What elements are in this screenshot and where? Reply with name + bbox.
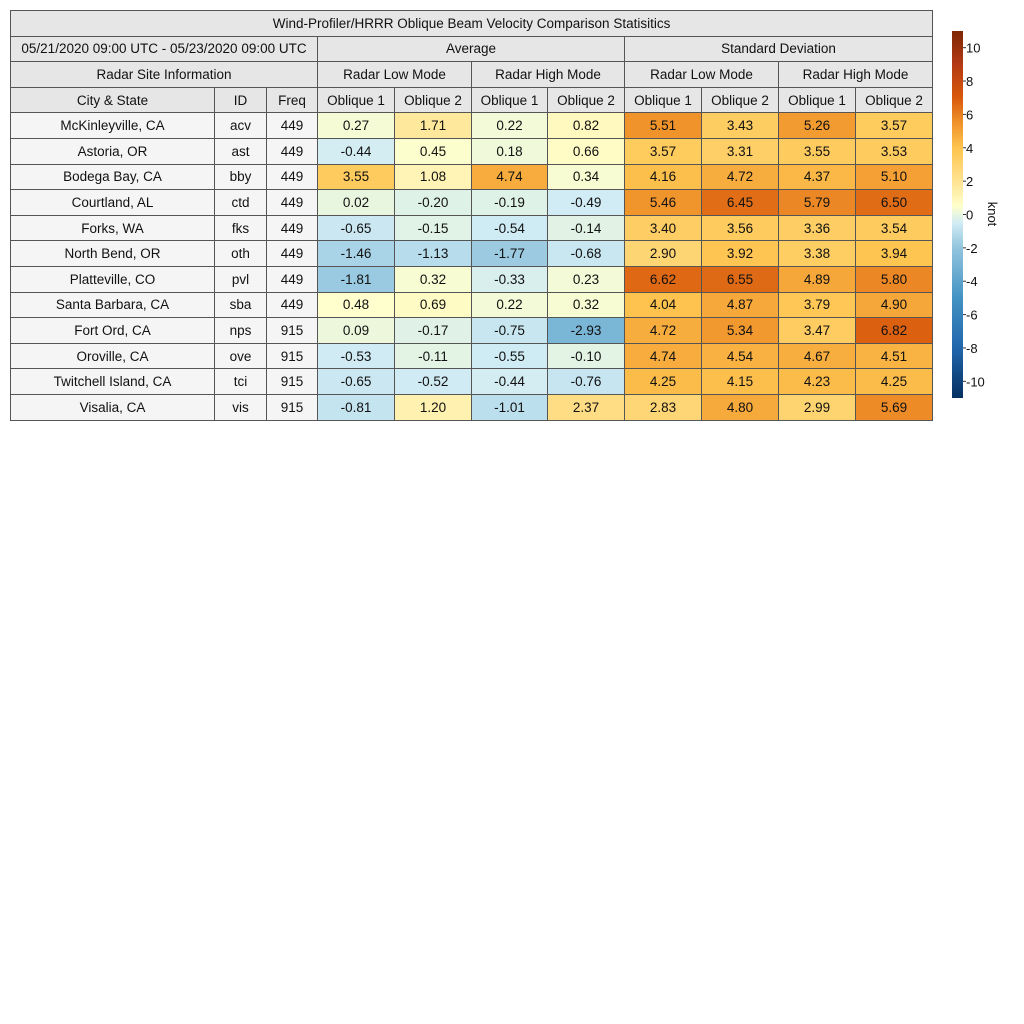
value-cell: -1.46 — [318, 241, 395, 267]
value-cell: -1.81 — [318, 266, 395, 292]
colorbar-gradient — [952, 31, 963, 398]
value-cell: 3.31 — [702, 138, 779, 164]
mode-header-sd-low: Radar Low Mode — [625, 62, 779, 88]
value-cell: 0.09 — [318, 318, 395, 344]
site-city-cell: Platteville, CO — [11, 266, 215, 292]
site-id-cell: ove — [215, 343, 267, 369]
column-header: Oblique 1 — [318, 87, 395, 113]
site-freq-cell: 915 — [267, 369, 318, 395]
value-cell: 0.69 — [395, 292, 472, 318]
value-cell: 3.38 — [779, 241, 856, 267]
value-cell: -0.81 — [318, 394, 395, 420]
value-cell: 6.50 — [856, 190, 933, 216]
site-freq-cell: 449 — [267, 266, 318, 292]
table-title: Wind-Profiler/HRRR Oblique Beam Velocity Comparison Statisitics — [11, 11, 933, 37]
value-cell: 6.55 — [702, 266, 779, 292]
site-freq-cell: 449 — [267, 138, 318, 164]
value-cell: -0.19 — [472, 190, 548, 216]
statistics-table — [10, 10, 933, 421]
value-cell: 1.20 — [395, 394, 472, 420]
value-cell: 0.27 — [318, 113, 395, 139]
colorbar-tick-label: 0 — [966, 207, 974, 223]
value-cell: -0.44 — [472, 369, 548, 395]
value-cell: 0.34 — [548, 164, 625, 190]
site-info-header: Radar Site Information — [11, 62, 318, 88]
value-cell: 5.79 — [779, 190, 856, 216]
value-cell: -0.75 — [472, 318, 548, 344]
value-cell: 2.90 — [625, 241, 702, 267]
value-cell: 2.99 — [779, 394, 856, 420]
table-row — [11, 369, 933, 395]
value-cell: 4.15 — [702, 369, 779, 395]
value-cell: 4.74 — [625, 343, 702, 369]
colorbar-tick-label: -6 — [966, 307, 978, 323]
table-row — [11, 215, 933, 241]
value-cell: 3.57 — [625, 138, 702, 164]
value-cell: 3.55 — [779, 138, 856, 164]
value-cell: 4.87 — [702, 292, 779, 318]
value-cell: -0.17 — [395, 318, 472, 344]
value-cell: 3.57 — [856, 113, 933, 139]
site-id-cell: ctd — [215, 190, 267, 216]
column-header: Oblique 1 — [472, 87, 548, 113]
value-cell: 3.53 — [856, 138, 933, 164]
value-cell: -0.65 — [318, 369, 395, 395]
value-cell: -0.10 — [548, 343, 625, 369]
site-id-cell: pvl — [215, 266, 267, 292]
value-cell: -0.11 — [395, 343, 472, 369]
value-cell: 0.48 — [318, 292, 395, 318]
column-header: Oblique 2 — [702, 87, 779, 113]
column-header: Oblique 1 — [779, 87, 856, 113]
table-row — [11, 343, 933, 369]
column-header-row — [11, 87, 933, 113]
value-cell: 4.54 — [702, 343, 779, 369]
table-row — [11, 292, 933, 318]
site-city-cell: Courtland, AL — [11, 190, 215, 216]
value-cell: -0.20 — [395, 190, 472, 216]
value-cell: 4.25 — [856, 369, 933, 395]
value-cell: 0.23 — [548, 266, 625, 292]
site-city-cell: Santa Barbara, CA — [11, 292, 215, 318]
value-cell: 6.82 — [856, 318, 933, 344]
value-cell: 4.80 — [702, 394, 779, 420]
value-cell: 2.37 — [548, 394, 625, 420]
value-cell: 4.89 — [779, 266, 856, 292]
value-cell: -0.65 — [318, 215, 395, 241]
value-cell: 3.92 — [702, 241, 779, 267]
site-city-cell: Bodega Bay, CA — [11, 164, 215, 190]
value-cell: 5.69 — [856, 394, 933, 420]
value-cell: 5.10 — [856, 164, 933, 190]
site-freq-cell: 449 — [267, 215, 318, 241]
value-cell: 4.04 — [625, 292, 702, 318]
column-header: Oblique 2 — [856, 87, 933, 113]
column-header: ID — [215, 87, 267, 113]
site-id-cell: nps — [215, 318, 267, 344]
value-cell: 3.56 — [702, 215, 779, 241]
value-cell: 4.37 — [779, 164, 856, 190]
value-cell: 5.34 — [702, 318, 779, 344]
value-cell: 5.26 — [779, 113, 856, 139]
colorbar-tick-label: 6 — [966, 107, 974, 123]
value-cell: 0.22 — [472, 113, 548, 139]
table-body — [11, 113, 933, 420]
value-cell: 0.22 — [472, 292, 548, 318]
value-cell: 0.32 — [548, 292, 625, 318]
value-cell: -0.44 — [318, 138, 395, 164]
site-freq-cell: 915 — [267, 394, 318, 420]
mode-header-avg-high: Radar High Mode — [472, 62, 625, 88]
value-cell: -0.15 — [395, 215, 472, 241]
colorbar-tick-label: 8 — [966, 74, 974, 90]
value-cell: 3.79 — [779, 292, 856, 318]
value-cell: 4.90 — [856, 292, 933, 318]
value-cell: 3.54 — [856, 215, 933, 241]
site-city-cell: Visalia, CA — [11, 394, 215, 420]
value-cell: 2.83 — [625, 394, 702, 420]
value-cell: 5.46 — [625, 190, 702, 216]
table-row — [11, 164, 933, 190]
value-cell: -0.53 — [318, 343, 395, 369]
value-cell: 1.71 — [395, 113, 472, 139]
table-row — [11, 190, 933, 216]
colorbar-tick-label: -10 — [966, 374, 985, 390]
value-cell: -1.77 — [472, 241, 548, 267]
column-header: City & State — [11, 87, 215, 113]
date-range: 05/21/2020 09:00 UTC - 05/23/2020 09:00 UTC — [11, 36, 318, 62]
colorbar-tick-label: -2 — [966, 240, 978, 256]
value-cell: -1.13 — [395, 241, 472, 267]
site-freq-cell: 449 — [267, 190, 318, 216]
site-id-cell: acv — [215, 113, 267, 139]
mode-header-sd-high: Radar High Mode — [779, 62, 933, 88]
table-row — [11, 113, 933, 139]
value-cell: -0.52 — [395, 369, 472, 395]
site-freq-cell: 449 — [267, 241, 318, 267]
value-cell: 3.55 — [318, 164, 395, 190]
site-freq-cell: 449 — [267, 164, 318, 190]
value-cell: 0.02 — [318, 190, 395, 216]
colorbar-tick-label: 4 — [966, 140, 974, 156]
value-cell: 6.62 — [625, 266, 702, 292]
value-cell: 4.51 — [856, 343, 933, 369]
site-freq-cell: 915 — [267, 343, 318, 369]
value-cell: 4.67 — [779, 343, 856, 369]
colorbar — [945, 28, 1005, 408]
site-id-cell: tci — [215, 369, 267, 395]
value-cell: -0.49 — [548, 190, 625, 216]
site-freq-cell: 915 — [267, 318, 318, 344]
table-row — [11, 394, 933, 420]
value-cell: 4.72 — [702, 164, 779, 190]
group-header-average: Average — [318, 36, 625, 62]
value-cell: 0.66 — [548, 138, 625, 164]
table-row — [11, 318, 933, 344]
value-cell: 3.36 — [779, 215, 856, 241]
mode-header-avg-low: Radar Low Mode — [318, 62, 472, 88]
table-row — [11, 266, 933, 292]
value-cell: -0.55 — [472, 343, 548, 369]
colorbar-label: knot — [985, 201, 1000, 227]
column-header: Freq — [267, 87, 318, 113]
site-id-cell: ast — [215, 138, 267, 164]
site-city-cell: Oroville, CA — [11, 343, 215, 369]
table-row — [11, 241, 933, 267]
site-city-cell: Twitchell Island, CA — [11, 369, 215, 395]
value-cell: 3.40 — [625, 215, 702, 241]
column-header: Oblique 2 — [395, 87, 472, 113]
colorbar-tick-label: 2 — [966, 174, 974, 190]
value-cell: 0.18 — [472, 138, 548, 164]
value-cell: 4.23 — [779, 369, 856, 395]
value-cell: 3.47 — [779, 318, 856, 344]
value-cell: -0.54 — [472, 215, 548, 241]
site-id-cell: vis — [215, 394, 267, 420]
site-id-cell: bby — [215, 164, 267, 190]
value-cell: 6.45 — [702, 190, 779, 216]
column-header: Oblique 2 — [548, 87, 625, 113]
value-cell: 5.80 — [856, 266, 933, 292]
value-cell: -1.01 — [472, 394, 548, 420]
value-cell: -0.14 — [548, 215, 625, 241]
value-cell: 4.25 — [625, 369, 702, 395]
value-cell: 0.32 — [395, 266, 472, 292]
value-cell: 3.43 — [702, 113, 779, 139]
value-cell: 1.08 — [395, 164, 472, 190]
site-id-cell: fks — [215, 215, 267, 241]
site-freq-cell: 449 — [267, 292, 318, 318]
site-city-cell: Fort Ord, CA — [11, 318, 215, 344]
value-cell: -0.68 — [548, 241, 625, 267]
value-cell: 4.72 — [625, 318, 702, 344]
site-city-cell: Forks, WA — [11, 215, 215, 241]
value-cell: 4.16 — [625, 164, 702, 190]
value-cell: 0.45 — [395, 138, 472, 164]
colorbar-tick-label: -8 — [966, 340, 978, 356]
value-cell: 4.74 — [472, 164, 548, 190]
site-freq-cell: 449 — [267, 113, 318, 139]
column-header: Oblique 1 — [625, 87, 702, 113]
site-city-cell: North Bend, OR — [11, 241, 215, 267]
colorbar-tick-label: 10 — [966, 40, 981, 56]
colorbar-ticks — [963, 41, 985, 390]
value-cell: -0.33 — [472, 266, 548, 292]
group-header-std-dev: Standard Deviation — [625, 36, 933, 62]
colorbar-tick-label: -4 — [966, 274, 978, 290]
value-cell: 3.94 — [856, 241, 933, 267]
value-cell: -2.93 — [548, 318, 625, 344]
value-cell: 0.82 — [548, 113, 625, 139]
table-row — [11, 138, 933, 164]
value-cell: -0.76 — [548, 369, 625, 395]
value-cell: 5.51 — [625, 113, 702, 139]
site-city-cell: Astoria, OR — [11, 138, 215, 164]
site-city-cell: McKinleyville, CA — [11, 113, 215, 139]
site-id-cell: sba — [215, 292, 267, 318]
site-id-cell: oth — [215, 241, 267, 267]
